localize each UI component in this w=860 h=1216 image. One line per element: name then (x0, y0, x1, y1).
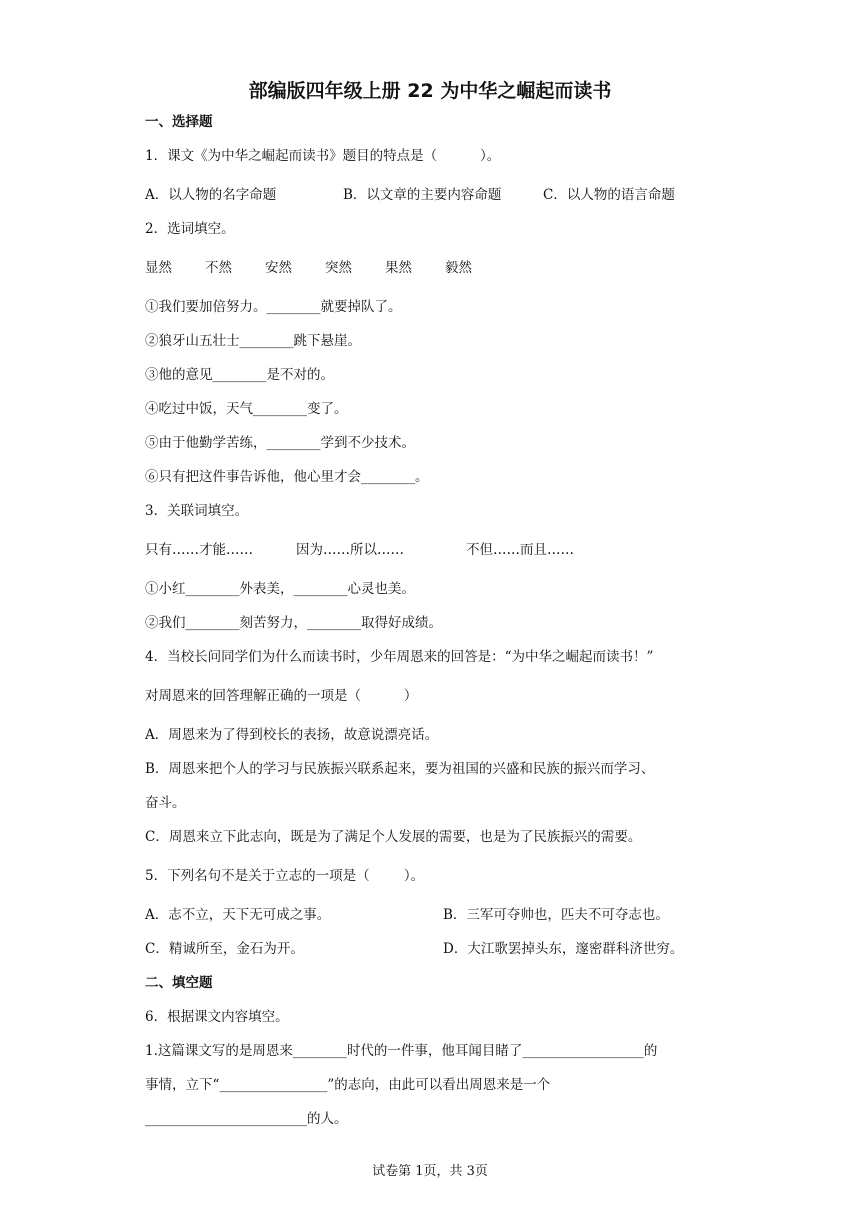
question-2-item-2: ②狼牙山五壮士________跳下悬崖。 (145, 333, 361, 349)
question-2-item-3: ③他的意见________是不对的。 (145, 367, 334, 383)
conjunction-option: 不但……而且…… (466, 542, 574, 558)
question-4-option-a: A．周恩来为了得到校长的表扬，故意说漂亮话。 (145, 727, 439, 743)
question-5-option-d: D．大江歌罢掉头东，邃密群科济世穷。 (443, 941, 684, 957)
question-6-line-3: ________________________的人。 (145, 1111, 348, 1127)
question-3-stem: 3．关联词填空。 (145, 503, 249, 519)
document-title: 部编版四年级上册 22 为中华之崛起而读书 (248, 80, 612, 102)
section-heading-fill: 二、填空题 (145, 975, 213, 991)
conjunction-option: 因为……所以…… (296, 542, 404, 558)
question-4-option-c: C．周恩来立下此志向，既是为了满足个人发展的需要，也是为了民族振兴的需要。 (145, 829, 642, 845)
question-5-option-a: A．志不立，天下无可成之事。 (145, 907, 331, 923)
question-2-item-4: ④吃过中饭，天气________变了。 (145, 401, 348, 417)
question-2-item-5: ⑤由于他勤学苦练，________学到不少技术。 (145, 435, 415, 451)
question-4-option-b-cont: 奋斗。 (145, 795, 186, 811)
question-6-stem: 6．根据课文内容填空。 (145, 1009, 289, 1025)
question-5-option-b: B．三军可夺帅也，匹夫不可夺志也。 (443, 907, 669, 923)
question-2-item-6: ⑥只有把这件事告诉他，他心里才会________。 (145, 469, 429, 485)
question-3-item-2: ②我们________刻苦努力，________取得好成绩。 (145, 615, 442, 631)
word-option: 果然 (385, 260, 412, 276)
question-5-option-c: C．精诚所至，金石为开。 (145, 941, 304, 957)
word-option: 安然 (265, 260, 292, 276)
question-4-stem-line-1: 4．当校长问同学们为什么而读书时，少年周恩来的回答是：“为中华之崛起而读书！” (145, 649, 654, 665)
word-option: 显然 (145, 260, 172, 276)
word-option: 不然 (205, 260, 232, 276)
question-2-stem: 2．选词填空。 (145, 221, 235, 237)
question-1-option-c: C．以人物的语言命题 (543, 187, 675, 203)
question-6-line-1: 1.这篇课文写的是周恩来________时代的一件事，他耳闻目睹了__________________的 (145, 1043, 658, 1059)
page-footer: 试卷第 1页，共 3页 (372, 1164, 488, 1179)
question-2-item-1: ①我们要加倍努力。________就要掉队了。 (145, 299, 402, 315)
conjunction-option: 只有……才能…… (145, 542, 253, 558)
question-6-line-2: 事情，立下“________________”的志向，由此可以看出周恩来是一个 (145, 1077, 551, 1093)
word-option: 毅然 (445, 260, 472, 276)
question-4-option-b: B．周恩来把个人的学习与民族振兴联系起来，要为祖国的兴盛和民族的振兴而学习、 (145, 761, 655, 777)
question-5-stem: 5．下列名句不是关于立志的一项是（ ）。 (145, 868, 425, 884)
question-1-option-b: B．以文章的主要内容命题 (343, 187, 502, 203)
question-3-item-1: ①小红________外表美，________心灵也美。 (145, 581, 415, 597)
word-option: 突然 (325, 260, 352, 276)
question-1-stem: 1．课文《为中华之崛起而读书》题目的特点是（ ）。 (145, 148, 501, 164)
section-heading-choice: 一、选择题 (145, 114, 213, 130)
question-1-option-a: A．以人物的名字命题 (145, 187, 277, 203)
question-4-stem-line-2: 对周恩来的回答理解正确的一项是（ ） (145, 688, 418, 704)
